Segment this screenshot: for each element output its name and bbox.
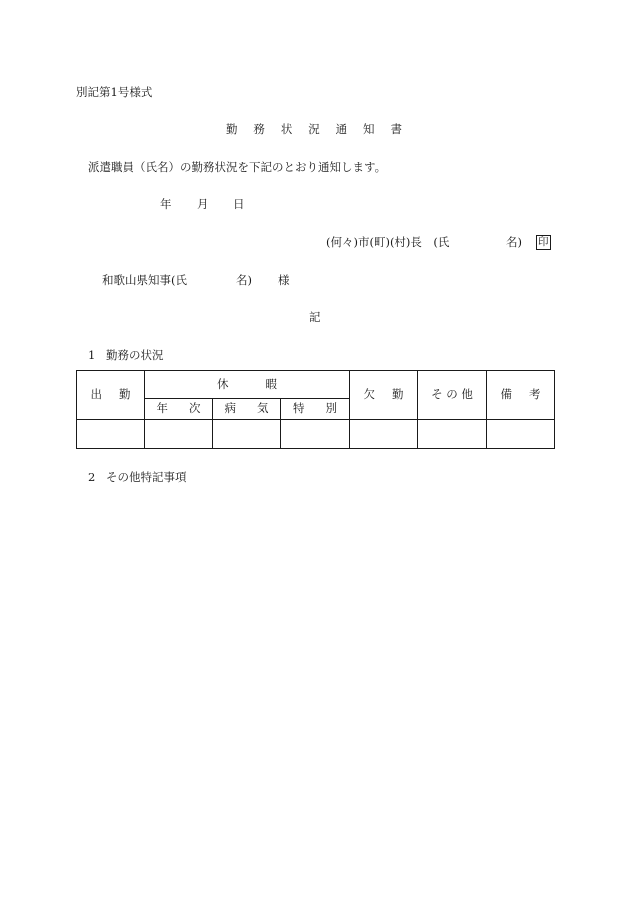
- table-row: [77, 420, 555, 449]
- date-year: 年: [160, 197, 172, 211]
- cell-absence[interactable]: [350, 420, 418, 449]
- sender-text: (何々)市(町)(村)長 (氏: [326, 235, 450, 249]
- recipient-honorific: 様: [278, 273, 290, 287]
- header-remarks: 備 考: [487, 371, 555, 420]
- section1-number: 1: [88, 348, 96, 362]
- title-char: 書: [390, 122, 402, 136]
- cell-attendance[interactable]: [77, 420, 145, 449]
- header-leave: 休 暇: [145, 371, 350, 399]
- cell-sick-leave[interactable]: [213, 420, 281, 449]
- cell-remarks[interactable]: [487, 420, 555, 449]
- intro-text: 派遣職員（氏名）の勤務状況を下記のとおり通知します。: [88, 160, 387, 174]
- date-month: 月: [197, 197, 209, 211]
- date-day: 日: [233, 197, 245, 211]
- form-label: 別記第1号様式: [76, 85, 153, 99]
- header-annual-leave: 年 次: [145, 399, 213, 420]
- document-title: [226, 124, 402, 136]
- header-other: そ の 他: [418, 371, 487, 420]
- section2-title: その他特記事項: [106, 470, 187, 484]
- cell-other[interactable]: [418, 420, 487, 449]
- title-char: 況: [308, 122, 320, 136]
- recipient-name-end: 名): [236, 273, 252, 287]
- header-absence: 欠 勤: [350, 371, 418, 420]
- title-char: 通: [335, 122, 348, 136]
- recipient-text: 和歌山県知事(氏: [102, 273, 187, 287]
- title-char: 務: [253, 122, 265, 136]
- ki-heading: 記: [309, 310, 321, 324]
- section2-number: 2: [88, 470, 96, 484]
- title-char: 知: [363, 122, 375, 136]
- seal-box: [536, 235, 551, 250]
- header-sick-leave: 病 気: [213, 399, 281, 420]
- header-special-leave: 特 別: [281, 399, 350, 420]
- title-char: 状: [280, 122, 293, 136]
- cell-annual-leave[interactable]: [145, 420, 213, 449]
- sender-line: [326, 237, 449, 249]
- section1-title: 勤務の状況: [106, 348, 164, 362]
- sender-name-end: 名): [506, 235, 522, 249]
- header-attendance: 出 勤: [77, 371, 145, 420]
- attendance-status-table: [76, 370, 555, 449]
- table-header-row: [77, 371, 555, 399]
- cell-special-leave[interactable]: [281, 420, 350, 449]
- seal-mark: 印: [538, 236, 549, 248]
- title-char: 勤: [226, 122, 238, 136]
